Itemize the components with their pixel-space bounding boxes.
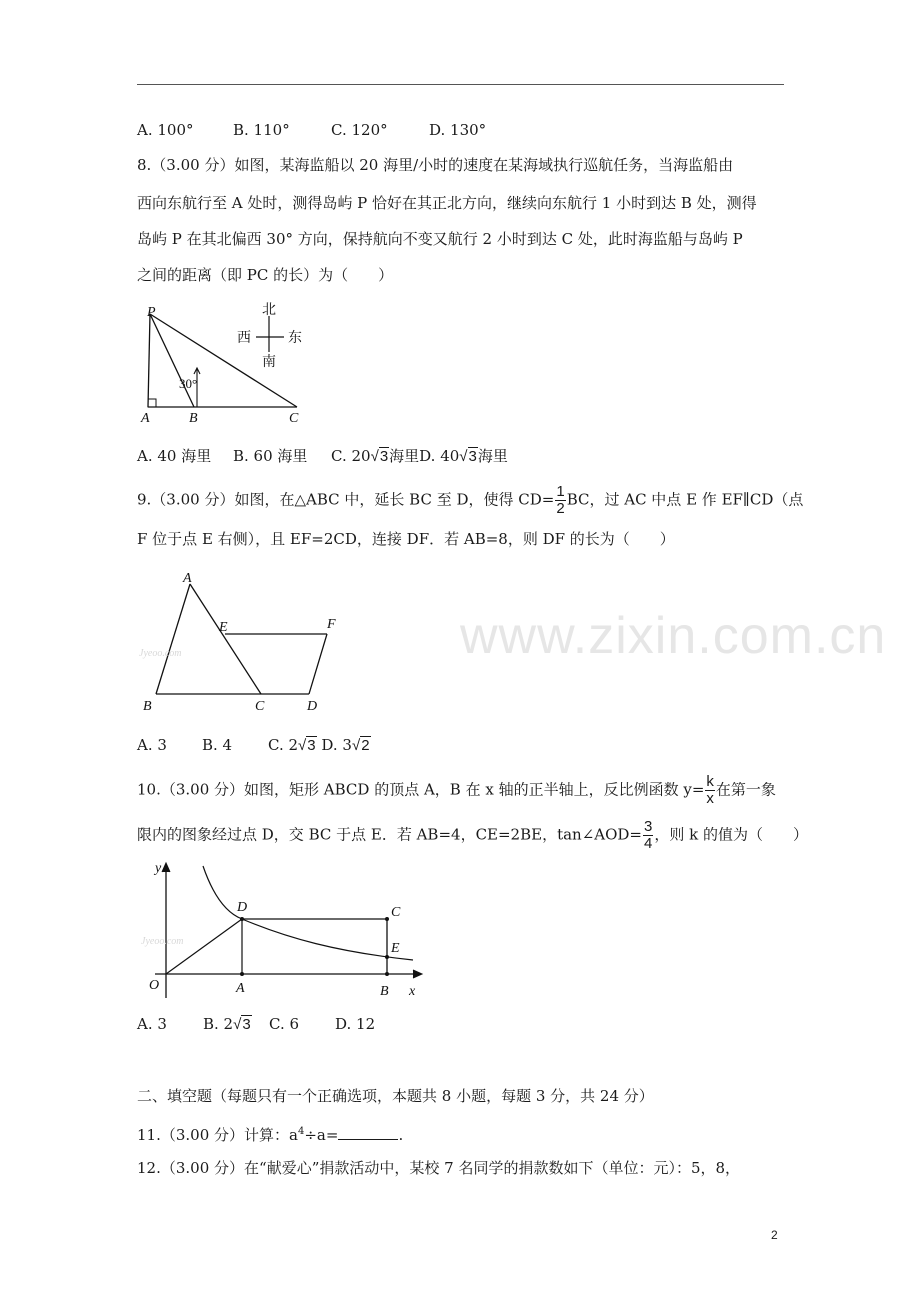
q10-label-c: C [391,905,401,920]
q8-options [137,446,508,467]
q7-option-c: C. 120° [331,121,388,139]
q9-label-f: F [327,617,336,632]
compass-north: 北 [262,302,276,318]
sqrt-symbol: √3 [298,737,316,754]
q9-option-c-radicand: 3 [307,737,316,754]
q11 [137,1122,403,1145]
q9-line-2: F 位于点 E 右侧），且 EF=2CD，连接 DF．若 AB=8，则 DF 的长为（ ） [137,530,675,548]
q8-label-a: A [141,411,150,426]
q7-option-b: B. 110° [233,121,290,139]
q10-figure-watermark: Jyeoo.com [141,936,184,947]
q8-line-3: 岛屿 P 在其北偏西 30° 方向，保持航向不变又航行 2 小时到达 C 处，此时海监船与岛屿 P [137,230,743,248]
header-rule [137,84,784,85]
q9-option-c-coef: C. 2 [268,736,299,754]
sqrt-symbol: √3 [370,448,389,465]
q11-post: ÷a= [304,1126,339,1144]
q10-option-b [203,1014,269,1035]
q10-line-1-pre: 10.（3.00 分）如图，矩形 ABCD 的顶点 A，B 在 x 轴的正半轴上，反比例函数 y= [137,780,705,799]
q10-label-a: A [236,981,245,996]
q7-option-a: A. 100° [137,121,194,139]
q9-line-1 [137,484,803,517]
q9-label-c: C [255,699,265,714]
q10-frac1-num: k [706,773,714,790]
q10-line-1-post: 在第一象 [715,780,776,799]
q10-frac1-den: x [706,790,714,807]
q8-option-d [419,446,508,467]
q10-label-e: E [391,941,400,956]
watermark: www.zixin.com.cn [460,607,887,665]
q9-frac-num: 1 [556,483,565,500]
q10-line-2-post: ，则 k 的值为（ ） [654,825,808,844]
q8-label-b: B [189,411,198,426]
q10-fraction-k-over-x [705,774,715,807]
q10-label-o: O [149,978,160,993]
q10-line-2 [137,819,808,852]
q10-option-c: C. 6 [269,1015,300,1033]
q8-option-d-unit: 海里 [477,447,508,465]
q7-option-d: D. 130° [429,121,487,139]
q10-option-d: D. 12 [335,1015,376,1033]
compass-east: 东 [288,330,302,346]
q10-figure [137,856,437,1002]
q9-line-1-post: BC，过 AC 中点 E 作 EF∥CD（点 [566,490,804,509]
q8-label-c: C [289,411,299,426]
page-number: 2 [771,1228,778,1242]
q9-options [137,735,371,756]
sqrt-symbol: √2 [351,737,370,754]
q9-option-c [268,735,317,756]
q8-option-c-radicand: 3 [379,448,389,465]
q9-label-a: A [183,571,192,586]
q9-label-d: D [307,699,318,714]
q8-line-4: 之间的距离（即 PC 的长）为（ ） [137,266,394,284]
q9-label-b: B [143,699,152,714]
q8-option-c-coef: C. 20 [331,447,371,465]
q10-frac2-num: 3 [644,818,653,835]
q8-option-c-unit: 海里 [389,447,420,465]
q9-label-e: E [219,620,228,635]
q9-fraction [555,484,565,517]
q8-option-d-coef: D. 40 [419,447,460,465]
q9-line-1-pre: 9.（3.00 分）如图，在△ABC 中，延长 BC 至 D，使得 CD= [137,490,555,509]
q10-line-1 [137,774,776,807]
compass-west: 西 [237,330,251,346]
compass-figure [234,298,314,372]
q10-label-d: D [237,900,248,915]
q10-frac2-den: 4 [644,835,653,852]
q10-line-2-pre: 限内的图象经过点 D，交 BC 于点 E．若 AB=4，CE=2BE，tan∠AOD= [137,825,642,844]
q9-figure [137,568,357,718]
compass-south: 南 [262,354,276,370]
q8-line-1: 8.（3.00 分）如图，某海监船以 20 海里/小时的速度在某海域执行巡航任务，当海监船由 [137,156,734,174]
q9-figure-watermark: Jyeoo.com [139,648,182,659]
q8-option-b: B. 60 海里 [233,447,308,465]
q11-answer-blank[interactable] [338,1125,398,1140]
q10-label-y: y [155,861,162,876]
section-2-heading: 二、填空题（每题只有一个正确选项，本题共 8 小题，每题 3 分，共 24 分） [137,1087,654,1105]
q7-options [137,120,486,140]
q11-exponent: 4 [297,1126,305,1137]
q12-line-1: 12.（3.00 分）在“献爱心”捐款活动中，某校 7 名同学的捐款数如下（单位：元）：5，8， [137,1159,741,1177]
q10-label-b: B [380,984,389,999]
q9-frac-den: 2 [556,500,565,517]
q8-option-c [331,446,419,467]
q10-options [137,1014,375,1035]
sqrt-symbol: √3 [459,448,477,465]
q9-option-d-coef: D. 3 [321,736,352,754]
sqrt-symbol: √3 [233,1016,251,1033]
q9-option-d [321,735,370,756]
q10-option-b-coef: B. 2 [203,1015,234,1033]
q11-end: . [398,1126,404,1144]
q10-option-a: A. 3 [137,1015,167,1033]
q8-line-2: 西向东航行至 A 处时，测得岛屿 P 恰好在其正北方向，继续向东航行 1 小时到达 B 处，测得 [137,194,757,212]
q9-option-a: A. 3 [137,736,167,754]
q8-option-a: A. 40 海里 [137,447,212,465]
q8-option-d-radicand: 3 [468,448,477,465]
q10-fraction-tan [643,819,653,852]
q10-label-x: x [409,984,416,999]
q9-option-d-radicand: 2 [361,737,370,754]
q11-pre: 11.（3.00 分）计算：a [137,1126,298,1144]
q8-label-p: P [147,305,156,320]
q10-option-b-radicand: 3 [242,1016,251,1033]
q8-angle-label: 30° [179,376,198,391]
q9-option-b: B. 4 [202,736,233,754]
